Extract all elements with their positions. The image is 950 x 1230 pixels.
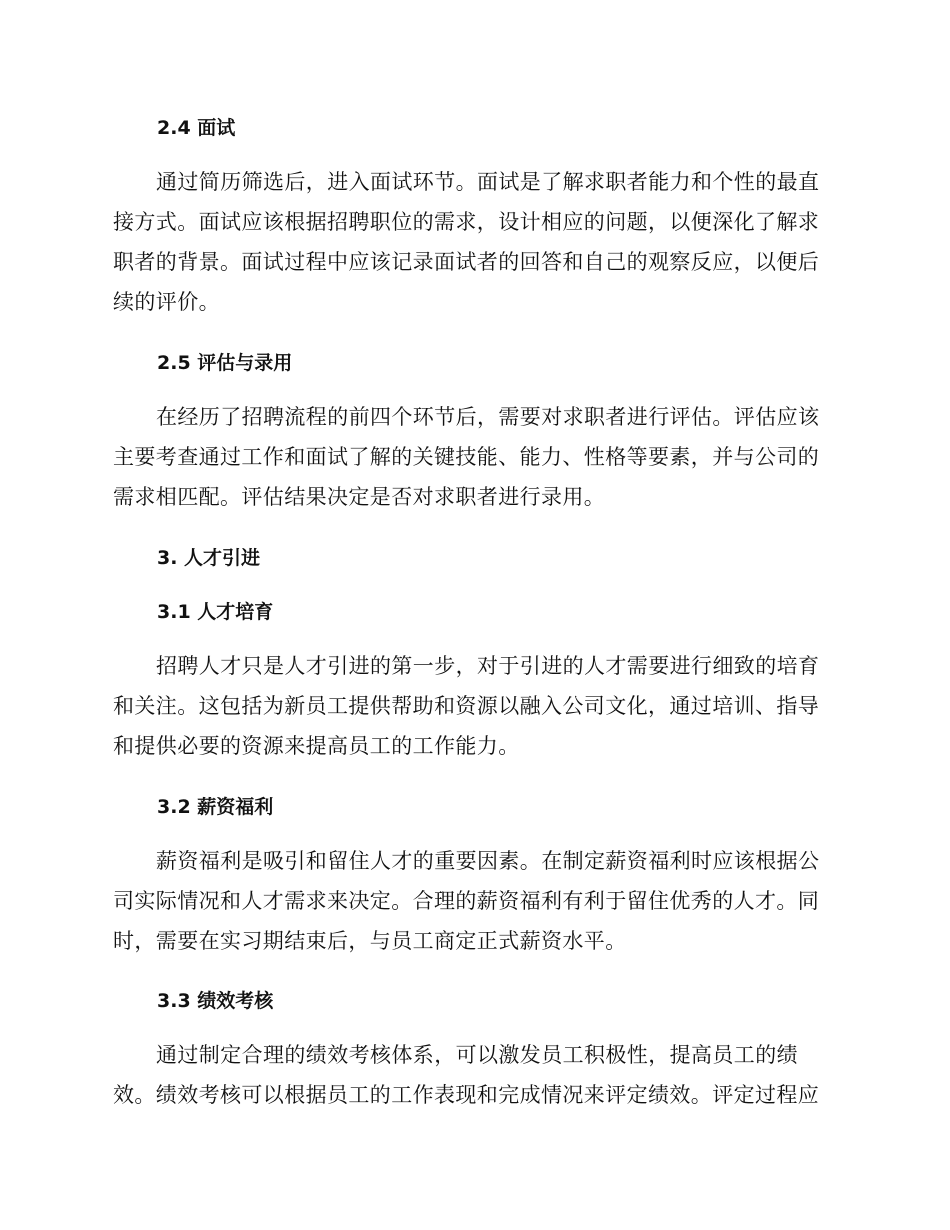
section-paragraph-2-5 xyxy=(113,397,833,517)
paragraph-line: 司实际情况和人才需求来决定。合理的薪资福利有利于留住优秀的人才。同 xyxy=(113,889,820,913)
paragraph-line: 续的评价。 xyxy=(113,290,220,314)
section-paragraph-3-3 xyxy=(113,1035,833,1115)
paragraph-line: 通过简历筛选后，进入面试环节。面试是了解求职者能力和个性的最直 xyxy=(156,170,820,194)
section-heading-3: 3. 人才引进 xyxy=(157,547,261,569)
section-heading-2-5: 2.5 评估与录用 xyxy=(157,352,293,374)
paragraph-line: 时，需要在实习期结束后，与员工商定正式薪资水平。 xyxy=(113,929,627,953)
paragraph-line: 和关注。这包括为新员工提供帮助和资源以融入公司文化，通过培训、指导 xyxy=(113,694,820,718)
section-heading-3-1: 3.1 人才培育 xyxy=(157,601,274,623)
paragraph-line: 和提供必要的资源来提高员工的工作能力。 xyxy=(113,734,520,758)
paragraph-line: 需求相匹配。评估结果决定是否对求职者进行录用。 xyxy=(113,485,606,509)
paragraph-line: 通过制定合理的绩效考核体系，可以激发员工积极性，提高员工的绩 xyxy=(156,1043,798,1067)
paragraph-line: 招聘人才只是人才引进的第一步，对于引进的人才需要进行细致的培育 xyxy=(156,654,820,678)
paragraph-line: 在经历了招聘流程的前四个环节后，需要对求职者进行评估。评估应该 xyxy=(156,405,820,429)
paragraph-line: 效。绩效考核可以根据员工的工作表现和完成情况来评定绩效。评定过程应 xyxy=(113,1083,820,1107)
paragraph-line: 薪资福利是吸引和留住人才的重要因素。在制定薪资福利时应该根据公 xyxy=(156,849,820,873)
section-heading-2-4: 2.4 面试 xyxy=(157,117,236,139)
paragraph-line: 主要考查通过工作和面试了解的关键技能、能力、性格等要素，并与公司的 xyxy=(113,445,820,469)
paragraph-line: 接方式。面试应该根据招聘职位的需求，设计相应的问题，以便深化了解求 xyxy=(113,210,820,234)
section-heading-3-3: 3.3 绩效考核 xyxy=(157,990,274,1012)
section-heading-3-2: 3.2 薪资福利 xyxy=(157,796,274,818)
paragraph-line: 职者的背景。面试过程中应该记录面试者的回答和自己的观察反应，以便后 xyxy=(113,250,820,274)
section-paragraph-3-1 xyxy=(113,646,833,766)
section-paragraph-3-2 xyxy=(113,841,833,961)
section-paragraph-2-4 xyxy=(113,162,833,322)
